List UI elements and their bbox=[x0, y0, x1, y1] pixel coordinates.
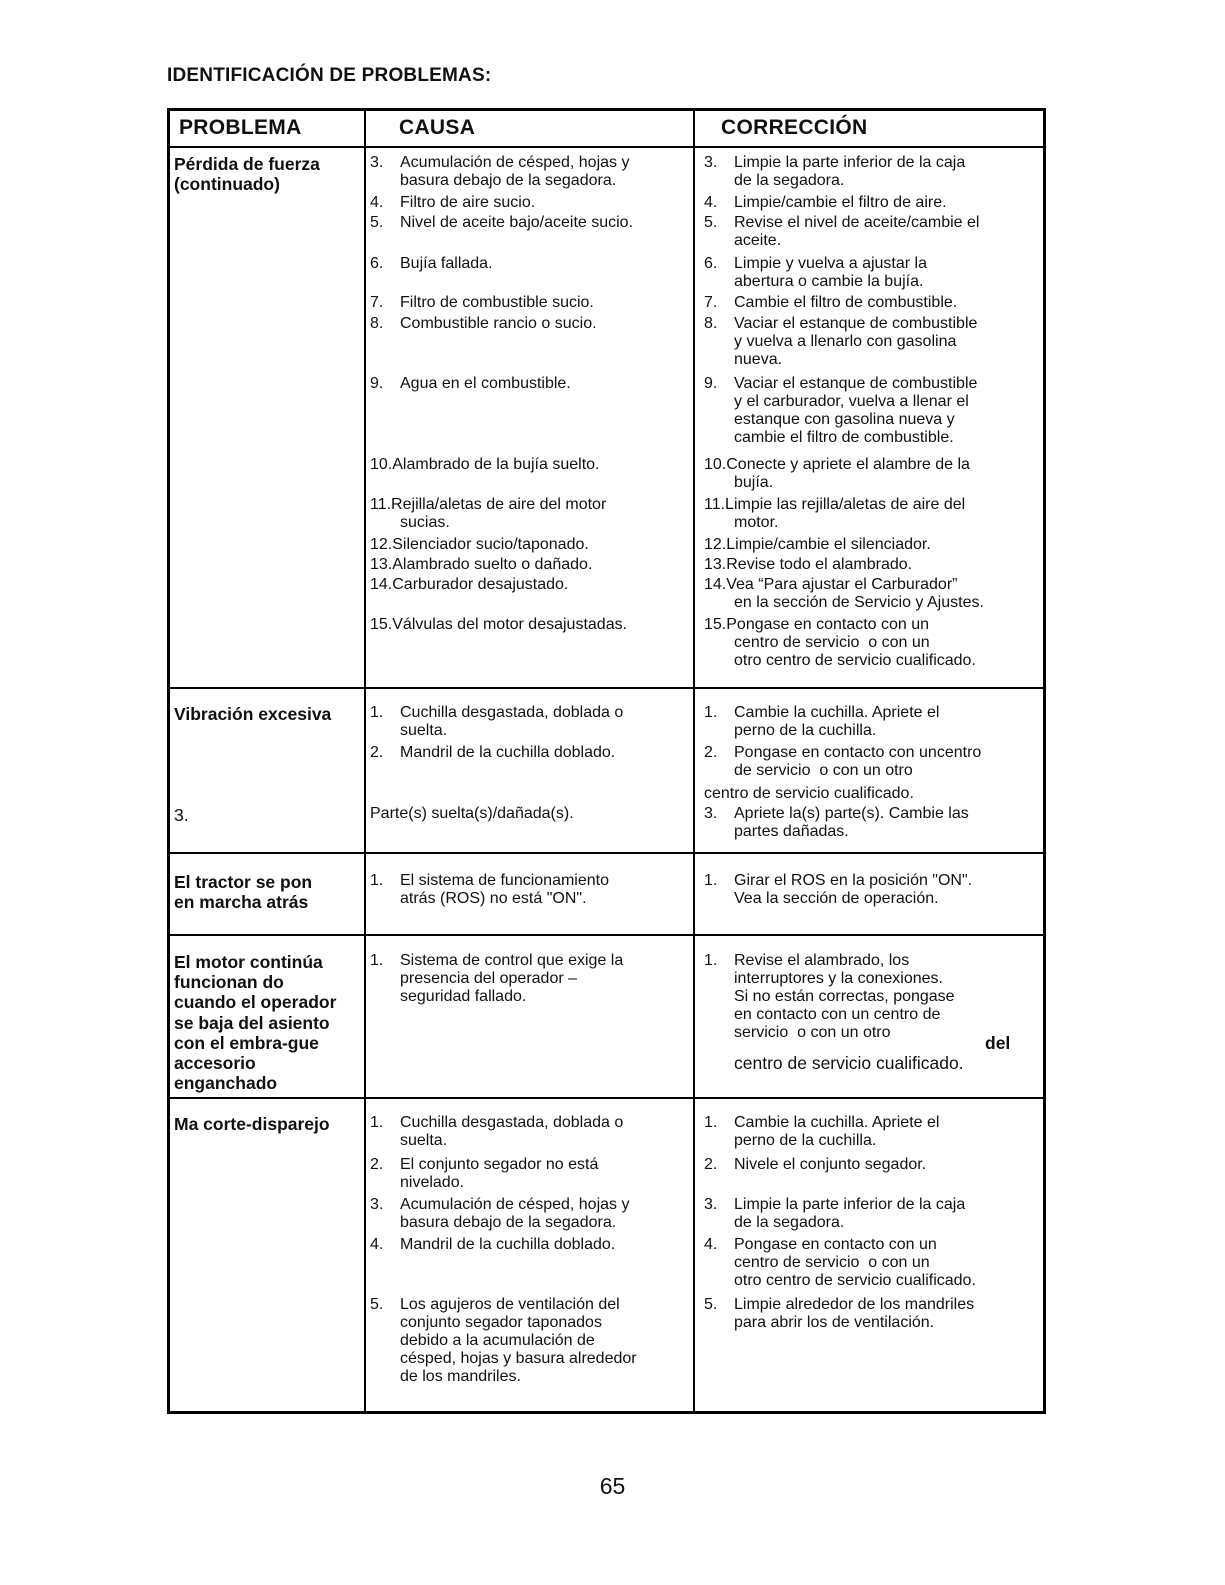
problem-cell: Vibración excesiva bbox=[174, 704, 332, 724]
table-border-right bbox=[1043, 108, 1046, 1414]
column-divider-2 bbox=[693, 108, 695, 1414]
problem-cell: El tractor se pon en marcha atrás bbox=[174, 872, 313, 913]
text-line: centro de servicio o con un bbox=[734, 634, 930, 651]
text-line: 15.Pongase en contacto con un bbox=[704, 616, 930, 633]
correction-continuation: centro de servicio cualificado. bbox=[734, 1053, 964, 1073]
column-header-problem: PROBLEMA bbox=[179, 116, 302, 139]
text-line: 12.Limpie/cambie el silenciador. bbox=[704, 536, 931, 553]
text-line: 11.Rejilla/aletas de aire del motor bbox=[370, 496, 607, 513]
text-line: bujía. bbox=[734, 474, 774, 491]
troubleshooting-table: PROBLEMA CAUSA CORRECCIÓN Pérdida de fuerza (continuado) 3. Acumulación de césped, hojas y basura debajo de la segadora. 3. Limpie la parte inferior de la caja de la segadora. 4. Filtro de aire sucio. 4. Limpie/cambie el filtro de aire. 5. Nivel de aceite bajo/aceite sucio. 5. Revise el nivel de aceite/cambie el aceite. 6. Bujía fallada. 6. Limpie y vuelva a ajustar la abertura o cambie la bujía. 7. Filtro de combustible sucio. 7. Cambie el filtro de combustible. 8. Combustible rancio o sucio. 8. Vaciar el estanque de combustible y vuelva a llenarlo con gasolina nueva. 9. Agua en el combustible. 9. Vaciar el estanque de combustible y el carburador, vuelva a llenar el estanque con gasolina nueva y cambie el filtro de combustible. 10.Alambrado de la bujía suelto. 10.Conecte y apriete el alambre de la bujía. 11.Rejilla/aletas de aire del motor sucias. 11.Limpie las rejilla/aletas de aire del motor. 12.Silenciador sucio/taponado. 12.Limpie/cambie el silenciador. 13.Alambrado suelto o dañado. 13.Revise todo el alambrado. 14.Carburador desajustado. 14.Vea “Para ajustar el Carburador” en la sección de Servicio y Ajustes. 15.Válvulas del motor desajustadas. 15.Pongase en contacto con un centro de servicio o con un otro centro de servicio cualificado. Vibración excesiva 3. 1. Cuchilla desgastada, doblada o suelta. 1. Cambie la cuchilla. Apriete el perno de la cuchilla. 2. Mandril de la cuchilla doblado. 2. Pongase en contacto con uncentro de servicio o con un otro centro de servicio cualificado. Parte(s) suelta(s)/dañada(s). 3. Apriete la(s) parte(s). Cambie las partes dañadas. El tractor se pon en marcha atrás 1. El sistema de funcionamiento atrás (ROS) no está "ON". 1. Girar el ROS en la posición "ON". Vea la sección de operación. El motor continúa funcionan do cuando el operador se baja del asiento con el embra-gue accesorio enganchado 1. Sistema de control que exige la presencia del operador – seguridad fallado. 1. Revise el alambrado, los interruptores y la conexiones. Si no están correctas, pongase en contacto con un centro de servicio o con un otro del centro de servicio cualificado. Ma corte-disparejo 1. Cuchilla desgastada, doblada o suelta. 1. Cambie la cuchilla. Apriete el perno de la cuchilla. 2. El conjunto segador no está nivelado. 2. Nivele el conjunto segador. 3. Acumulación de césped, hojas y basura debajo de la segadora. 3. Limpie la parte inferior de la caja de la segadora. 4. Mandril de la cuchilla doblado. 4. Pongase en contacto con un centro de servicio o con un otro centro de servicio cualificado. 5. Los agujeros de ventilación del conjunto segador taponados debido a la acumulación de césped, hojas y basura alrededor de los mandriles. 5. Limpie alrededor de los mandriles para abrir los de ventilación. bbox=[167, 108, 1046, 1414]
text-line: 13.Alambrado suelto o dañado. bbox=[370, 556, 593, 573]
text-line: 14.Carburador desajustado. bbox=[370, 576, 569, 593]
table-border-bottom bbox=[167, 1411, 1046, 1414]
page-heading: IDENTIFICACIÓN DE PROBLEMAS: bbox=[167, 65, 492, 86]
text-line: 12.Silenciador sucio/taponado. bbox=[370, 536, 589, 553]
row-divider-3 bbox=[167, 934, 1046, 936]
text-line: 10.Alambrado de la bujía suelto. bbox=[370, 456, 600, 473]
row-divider-2 bbox=[167, 852, 1046, 854]
row-divider-4 bbox=[167, 1097, 1046, 1099]
column-header-correction: CORRECCIÓN bbox=[721, 116, 868, 139]
table-border-left bbox=[167, 108, 170, 1414]
text-line: 13.Revise todo el alambrado. bbox=[704, 556, 913, 573]
text-line: 15.Válvulas del motor desajustadas. bbox=[370, 616, 628, 633]
text-line: 14.Vea “Para ajustar el Carburador” bbox=[704, 576, 958, 593]
column-header-cause: CAUSA bbox=[399, 116, 476, 139]
row-divider-1 bbox=[167, 687, 1046, 689]
text-line: en la sección de Servicio y Ajustes. bbox=[734, 594, 984, 611]
problem-cell: El motor continúa funcionan do cuando el operador se baja del asiento con el embra-gue accesorio enganchado bbox=[174, 952, 337, 1094]
text-line: sucias. bbox=[400, 514, 450, 531]
text-line: 11.Limpie las rejilla/aletas de aire del bbox=[704, 496, 966, 513]
text-line: otro centro de servicio cualificado. bbox=[734, 652, 976, 669]
page-number: 65 bbox=[599, 1473, 626, 1499]
problem-cell: Pérdida de fuerza (continuado) bbox=[174, 154, 320, 195]
stray-number: 3. bbox=[174, 805, 189, 825]
text-line: motor. bbox=[734, 514, 779, 531]
problem-cell: Ma corte-disparejo bbox=[174, 1114, 330, 1134]
column-divider-1 bbox=[364, 108, 366, 1414]
header-divider bbox=[167, 146, 1046, 148]
text-line: 10.Conecte y apriete el alambre de la bbox=[704, 456, 970, 473]
table-border-top bbox=[167, 108, 1046, 111]
correction-bold-word: del bbox=[985, 1033, 1011, 1053]
